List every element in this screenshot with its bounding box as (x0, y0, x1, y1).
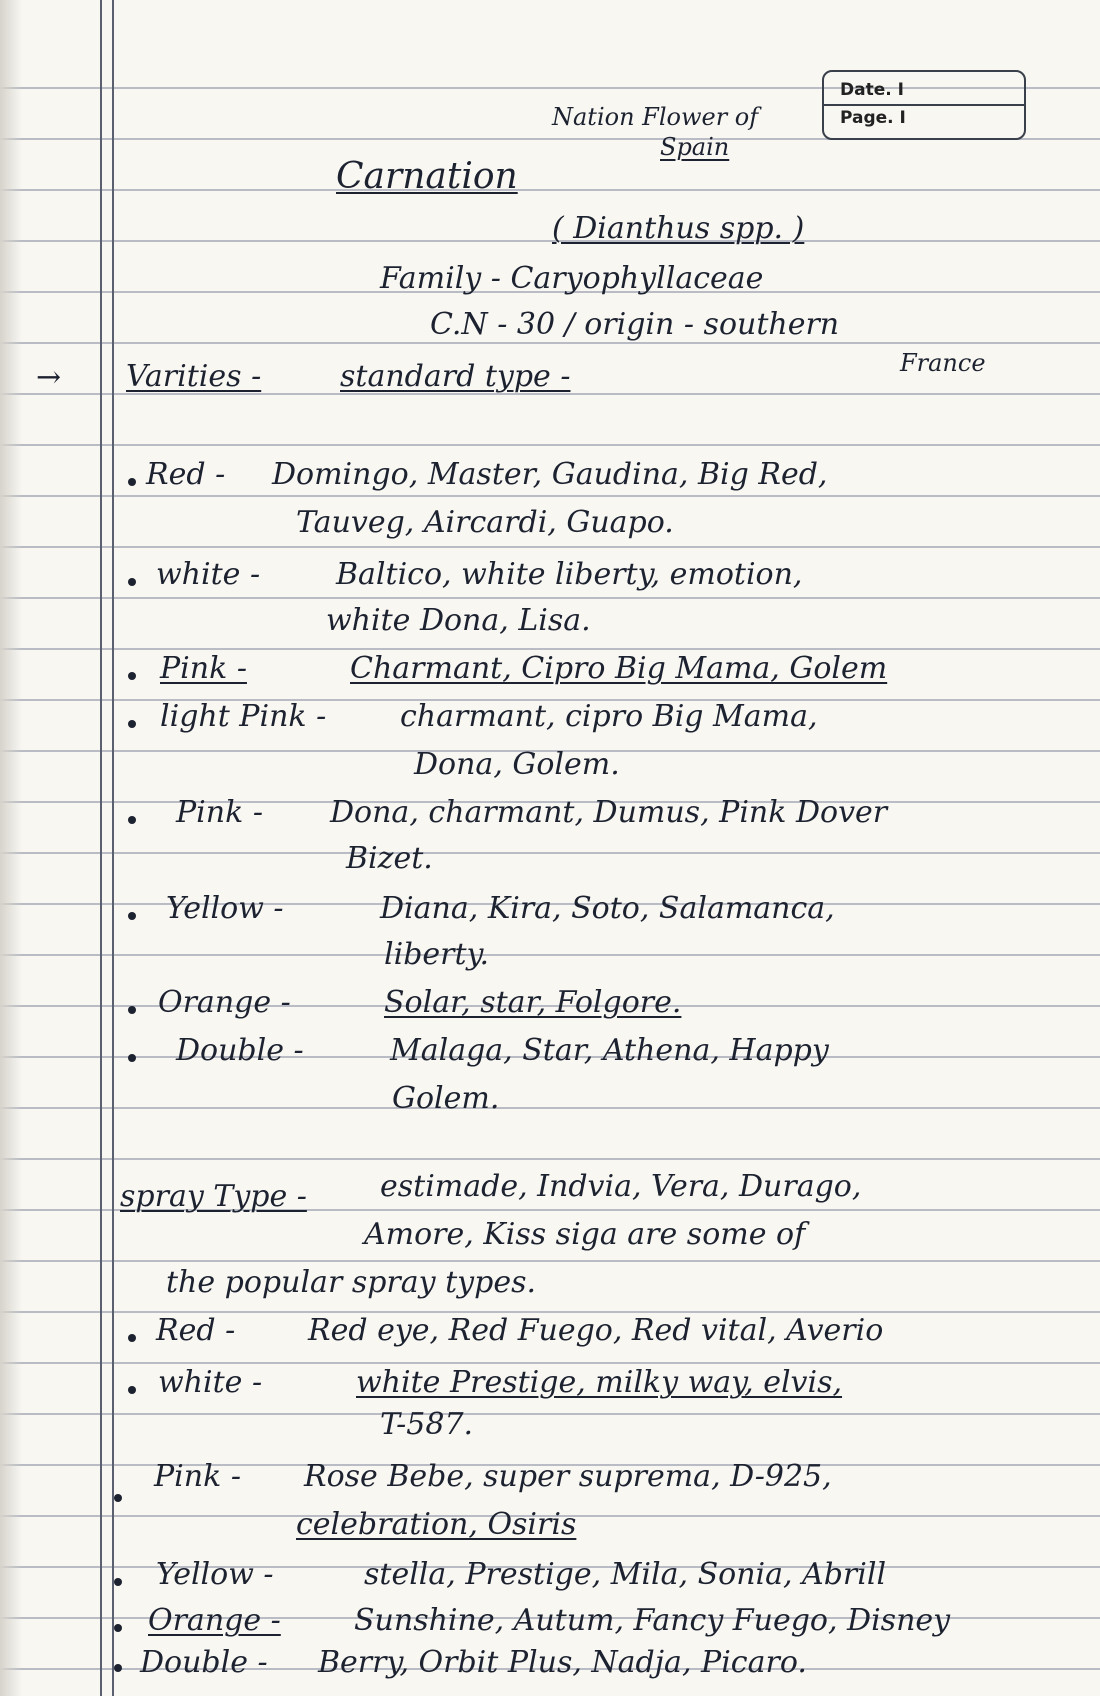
light-pink-line2: Dona, Golem. (414, 747, 620, 782)
date-label: Date. I (840, 80, 904, 100)
note-line-2: Spain (660, 133, 730, 161)
scientific-name: ( Dianthus spp. ) (552, 211, 805, 246)
yellow-line1: Diana, Kira, Soto, Salamanca, (380, 891, 835, 926)
bullet (114, 1664, 122, 1672)
origin-continued: France (900, 349, 986, 377)
pink-label-2: Pink - (176, 795, 263, 830)
red-line2: Tauveg, Aircardi, Guapo. (296, 505, 674, 540)
bullet (128, 1386, 136, 1394)
bullet (128, 1054, 136, 1062)
spray-white-line2: T-587. (380, 1407, 474, 1442)
spray-white-label: white - (158, 1365, 263, 1400)
spray-orange-line1: Sunshine, Autum, Fancy Fuego, Disney (354, 1603, 951, 1638)
white-line1: Baltico, white liberty, emotion, (336, 557, 803, 592)
spray-intro-2: Amore, Kiss siga are some of (364, 1217, 806, 1252)
yellow-line2: liberty. (384, 937, 490, 972)
spray-pink-line2: celebration, Osiris (296, 1507, 577, 1542)
bullet (114, 1578, 122, 1586)
bullet (128, 672, 136, 680)
pink-line2-2: Bizet. (346, 841, 433, 876)
cn-origin-line: C.N - 30 / origin - southern (430, 307, 840, 342)
bullet (128, 1006, 136, 1014)
pink-label-1: Pink - (160, 651, 247, 686)
date-page-box (822, 70, 1026, 140)
margin-line-1 (100, 0, 102, 1696)
spray-intro-3: the popular spray types. (166, 1265, 537, 1300)
light-pink-line1: charmant, cipro Big Mama, (400, 699, 818, 734)
page-label: Page. I (840, 108, 906, 128)
yellow-label: Yellow - (166, 891, 284, 926)
spray-yellow-label: Yellow - (156, 1557, 274, 1592)
spray-orange-label: Orange - (148, 1603, 281, 1638)
red-line1: Domingo, Master, Gaudina, Big Red, (272, 457, 828, 492)
family-line: Family - Caryophyllaceae (380, 261, 764, 296)
note-line-1: Nation Flower of (552, 103, 759, 131)
spray-yellow-line1: stella, Prestige, Mila, Sonia, Abrill (364, 1557, 887, 1592)
spray-red-line1: Red eye, Red Fuego, Red vital, Averio (308, 1313, 884, 1348)
white-line2: white Dona, Lisa. (326, 603, 591, 638)
bullet (128, 1334, 136, 1342)
standard-type-heading: standard type - (340, 359, 571, 394)
spray-white-line1: white Prestige, milky way, elvis, (356, 1365, 843, 1400)
bullet (128, 578, 136, 586)
spray-pink-label: Pink - (154, 1459, 241, 1494)
bullet (128, 720, 136, 728)
red-label: Red - (146, 457, 226, 492)
double-label: Double - (176, 1033, 304, 1068)
orange-label: Orange - (158, 985, 291, 1020)
spray-red-label: Red - (156, 1313, 236, 1348)
margin-line-2 (112, 0, 114, 1696)
spray-intro-1: estimade, Indvia, Vera, Durago, (380, 1169, 862, 1204)
bullet (114, 1624, 122, 1632)
pink-line1-1: Charmant, Cipro Big Mama, Golem (350, 651, 888, 686)
spray-type-heading: spray Type - (120, 1179, 307, 1214)
varieties-heading: Varities - (126, 359, 262, 394)
bullet (128, 912, 136, 920)
spray-double-line1: Berry, Orbit Plus, Nadja, Picaro. (318, 1645, 807, 1680)
spray-pink-line1: Rose Bebe, super suprema, D-925, (304, 1459, 832, 1494)
light-pink-label: light Pink - (160, 699, 327, 734)
page-title: Carnation (336, 156, 518, 197)
orange-line1: Solar, star, Folgore. (384, 985, 682, 1020)
bullet (128, 816, 136, 824)
white-label: white - (156, 557, 261, 592)
double-line2: Golem. (392, 1081, 500, 1116)
spray-double-label: Double - (140, 1645, 268, 1680)
bullet (114, 1494, 122, 1502)
double-line1: Malaga, Star, Athena, Happy (390, 1033, 829, 1068)
page-edge (0, 0, 22, 1696)
pink-line1-2: Dona, charmant, Dumus, Pink Dover (330, 795, 888, 830)
bullet (128, 478, 136, 486)
arrow-icon: → (36, 360, 62, 395)
